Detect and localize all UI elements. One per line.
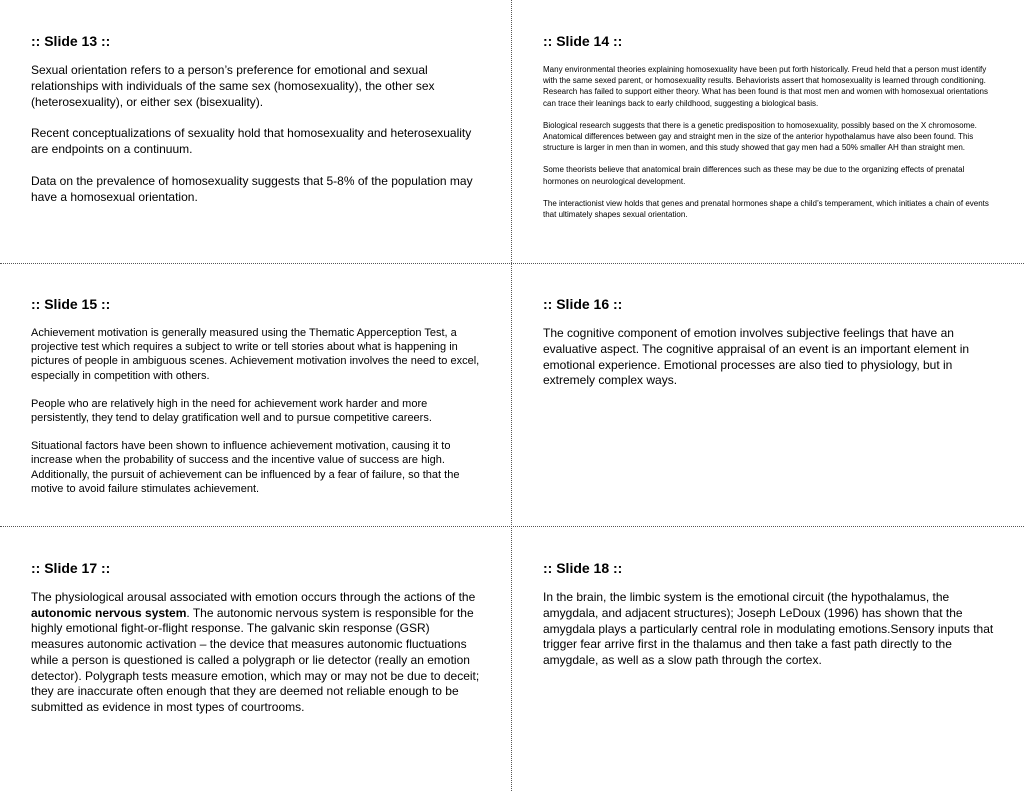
slide-18-paragraph-1: In the brain, the limbic system is the emotional circuit (the hypothalamus, the amygdala, and adjacent structures); Joseph LeDoux (1996) has shown that the amygdala plays a particularly central role in modulating emotions.Sensory inputs that trigger fear arrive first in the thalamus and then take a fast path directly to the amygdale, as well as a slow path through the cortex. [543, 590, 994, 668]
slide-14-title: :: Slide 14 :: [543, 33, 623, 49]
slide-17-title: :: Slide 17 :: [31, 560, 111, 576]
slide-17-text-before: The physiological arousal associated with emotion occurs through the actions of the [31, 590, 476, 604]
slide-13-paragraph-3: Data on the prevalence of homosexuality suggests that 5-8% of the population may have a homosexual orientation. [31, 173, 473, 204]
slide-15-paragraph-3: Situational factors have been shown to influence achievement motivation, causing it to increase when the probability of success and the incentive value of success are high. Additionally, the pursuit of achievement can be influenced by a fear of failure, so that the motive to avoid failure stimulates achievement. [31, 440, 460, 495]
slide-13-notes [31, 33, 483, 206]
slide-14-paragraph-3: Some theorists believe that anatomical brain differences such as these may be due to the organizing effects of prenatal hormones on neurological development. [543, 165, 965, 186]
slide-15-paragraph-1: Achievement motivation is generally measured using the Thematic Apperception Test, a projective test which requires a subject to write or tell stories about what is happening in pictures of people in ambiguous scenes. Achievement motivation involves the need to excel, especially in competition with others. [31, 327, 480, 382]
slide-14-paragraph-1: Many environmental theories explaining homosexuality have been put forth historically. Freud held that a person must identify with the same sexed parent, or homosexuality results. Behaviorists assert that homosexuality is learned through conditioning. Research has failed to support either theory. What has been found is that most men and women with homosexual orientations can trace their leanings back to early childhood, suggesting a biological basis. [543, 65, 988, 108]
slide-17-notes [31, 560, 483, 716]
slide-14-paragraph-4: The interactionist view holds that genes and prenatal hormones shape a child’s temperament, which initiates a chain of events that ultimately shapes sexual orientation. [543, 198, 989, 220]
slide-17-paragraph-1 [31, 590, 483, 716]
slide-16-title: :: Slide 16 :: [543, 296, 623, 312]
slide-18-title: :: Slide 18 :: [543, 560, 623, 576]
horizontal-divider-bottom [0, 526, 1024, 527]
slide-16-notes [543, 296, 995, 389]
slide-17-text-after: . The autonomic nervous system is responsible for the highly emotional fight-or-flight response. The galvanic skin response (GSR) measures autonomic activation – the device that measures autonomic fluctuations while a person is questioned is called a polygraph or lie detector (really an emotion detector). Polygraph tests measure emotion, which may or may not be due to deceit; they are inaccurate often enough that they are deemed not reliable enough to be submitted as evidence in most types of courtrooms. [31, 605, 480, 714]
slide-14-paragraph-2: Biological research suggests that there is a genetic predisposition to homosexuality, possibly based on the X chromosome. Anatomical differences between gay and straight men in the size of the anterior hypothalamus have also been found. This structure is larger in men than in women, and this study showed that gay men had a 50% smaller AH than straight men. [543, 120, 977, 153]
slide-13-title: :: Slide 13 :: [31, 33, 111, 49]
slide-15-notes [31, 296, 483, 496]
slide-18-notes [543, 560, 995, 669]
slide-13-paragraph-1: Sexual orientation refers to a person’s preference for emotional and sexual relationships with individuals of the same sex (homosexuality), the other sex (heterosexuality), or either sex (bisexuality). [31, 63, 435, 109]
vertical-divider [511, 0, 512, 791]
slide-16-paragraph-1: The cognitive component of emotion involves subjective feelings that have an evaluative aspect. The cognitive appraisal of an event is an important element in emotional experience. Emotional processes are also tied to physiology, but in extremely complex ways. [543, 326, 970, 388]
slide-15-paragraph-2: People who are relatively high in the need for achievement work harder and more persistently, they tend to delay gratification well and to pursue competitive careers. [31, 397, 432, 425]
slide-13-paragraph-2: Recent conceptualizations of sexuality hold that homosexuality and heterosexuality are endpoints on a continuum. [31, 126, 472, 157]
horizontal-divider-top [0, 263, 1024, 264]
slide-14-notes [543, 33, 995, 220]
slide-15-title: :: Slide 15 :: [31, 296, 111, 312]
slide-17-bold-term: autonomic nervous system [31, 605, 187, 620]
